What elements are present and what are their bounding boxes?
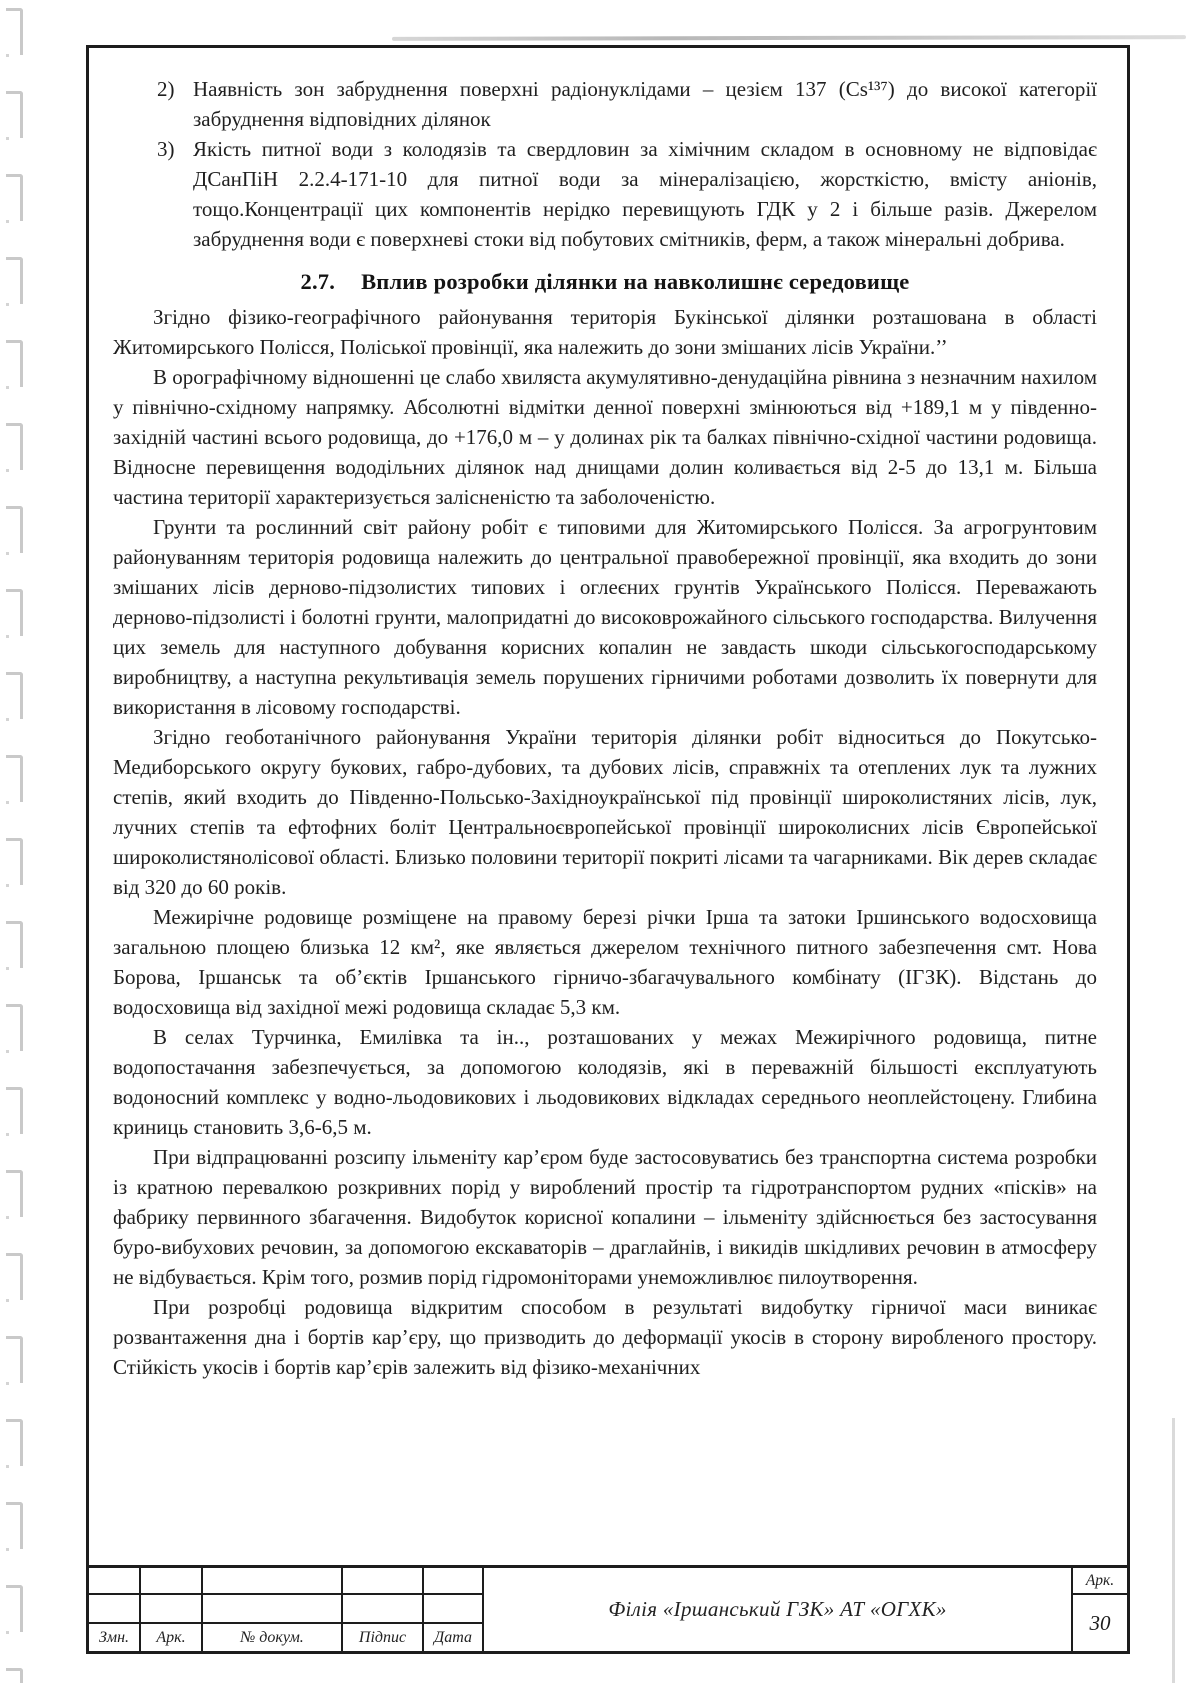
binder-mark [6,1170,23,1217]
scan-artifact-line [392,35,1186,41]
section-heading [113,267,1097,297]
empty-cell [424,1595,482,1622]
company-name: Філія «Іршанський ГЗК» АТ «ОГХК» [484,1568,1071,1651]
label-zmn: Змн. [89,1624,139,1651]
list-item [157,134,1097,254]
title-block [86,1565,1130,1654]
binder-mark [6,91,23,138]
sheet-number: 30 [1073,1595,1127,1651]
binder-mark [6,506,23,553]
binder-mark [6,589,23,636]
list-item [157,74,1097,134]
binder-mark [6,423,23,470]
binder-mark [6,340,23,387]
numbered-list [157,74,1097,254]
label-docnum: № докум. [203,1624,341,1651]
paragraph: Грунти та рослинний світ району робіт є типовими для Житомирського Полісся. За агрогрунтовим районуванням територія родовища належить до центральної правобережної провінції, яка входить до зони змішаних лісів дерново-підзолистих типових і оглеєних грунтів Українського Полісся. Переважають дерново-підзолисті і болотні грунти, малопридатні до високоврожайного сільського господарства. Вилучення цих земель для наступного добування корисних копалин не завдасть шкоди сільськогосподарському виробництву, а наступна рекультивація земель порушених гірничими роботами дозволить їх повернути для використання в лісовому господарстві. [113,515,1097,719]
empty-cell [141,1595,201,1622]
empty-cell [203,1595,341,1622]
binder-mark [6,1585,23,1632]
label-ark: Арк. [141,1624,201,1651]
binder-mark [6,257,23,304]
list-item-text: Якість питної води з колодязів та свердловин за хімічним складом в основному не відповідає ДСанПіН 2.2.4-171-10 для питної води за мінералізацією, жорсткістю, вмісту аніонів, тощо.Концентрації цих компонентів нерідко перевищують ГДК у 2 і більше разів. Джерелом забруднення води є поверхневі стоки від побутових смітників, ферм, а також мінеральні добрива. [193,137,1097,251]
list-item-number: 2) [157,77,175,101]
content-frame [86,45,1130,1565]
empty-cell [424,1568,482,1593]
sheet-label: Арк. [1073,1568,1127,1593]
paragraph: При розробці родовища відкритим способом в результаті видобутку гірничої маси виникає розвантаження дна і бортів кар’єру, що призводить до деформації укосів в сторону виробленого простору. Стійкість укосів і бортів кар’єрів залежить від фізико-механічних [113,1295,1097,1379]
empty-cell [89,1568,139,1593]
list-item-text: Наявність зон забруднення поверхні радіонуклідами – цезієм 137 (Cs¹³⁷) до високої категорії забруднення відповідних ділянок [193,77,1097,131]
empty-cell [141,1568,201,1593]
paragraph: В селах Турчинка, Емилівка та ін.., розташованих у межах Межирічного родовища, питне водопостачання забезпечується, за допомогою колодязів, які в переважній більшості експлуатують водоносний комплекс у водно-льодовикових і льодовикових відкладах середнього неоплейстоцену. Глибина криниць становить 3,6-6,5 м. [113,1025,1097,1139]
binder-mark [6,1087,23,1134]
binder-marks [6,8,36,1683]
binder-mark [6,1336,23,1383]
binder-mark [6,1668,23,1683]
label-signature: Підпис [343,1624,422,1651]
binder-mark [6,1502,23,1549]
binder-mark [6,1253,23,1300]
empty-cell [89,1595,139,1622]
paragraph: Згідно геоботанічного районування України територія ділянки робіт відноситься до Покутсько-Медиборського округу букових, габро-дубових, та дубових лісів, справжніх та отеплених лук та лужних степів, який входить до Південно-Польсько-Західноукраїнської під провінції широколистяних лісів, лук, лучних степів та ефтофних боліт Центральноєвропейської провінції широколисних лісів Європейської широколистянолісової області. Близько половини території покриті лісами та чагарниками. Вік дерев складає від 320 до 60 років. [113,725,1097,899]
paragraph: При відпрацюванні розсипу ільменіту кар’єром буде застосовуватись без транспортна система розробки із кратною перевалкою розкривних порід у вироблений простір та гідротранспортом рудних «пісків» на фабрику первинного збагачення. Видобуток корисної копалини – ільменіту здійснюється без застосування буро-вибухових речовин, за допомогою екскаваторів – драглайнів, і викидів шкідливих речовин в атмосферу не відбувається. Крім того, розмив порід гідромоніторами унеможливлює пилоутворення. [113,1145,1097,1289]
binder-mark [6,1419,23,1466]
empty-cell [343,1568,422,1593]
paragraph: Згідно фізико-географічного районування територія Букінської ділянки розташована в області Житомирського Полісся, Поліської провінції, яка належить до зони змішаних лісів України.’’ [113,305,1097,359]
scan-edge-shadow [1172,1418,1175,1683]
binder-mark [6,838,23,885]
paragraph: В орографічному відношенні це слабо хвиляста акумулятивно-денудаційна рівнина з незначним нахилом у північно-східному напрямку. Абсолютні відмітки денної поверхні змінюються від +189,1 м у південно-західній частині всього родовища, до +176,0 м – у долинах рік та балках північно-східної частини родовища. Відносне перевищення вододільних ділянок над днищами долин коливається від 2-5 до 13,1 м. Більша частина території характеризується залісненістю та заболоченістю. [113,365,1097,509]
binder-mark [6,921,23,968]
label-date: Дата [424,1624,482,1651]
binder-mark [6,8,23,55]
binder-mark [6,755,23,802]
paragraph: Межирічне родовище розміщене на правому березі річки Ірша та затоки Іршинського водосховища загальною площею близька 12 км², яке являється джерелом технічного питного забезпечення смт. Нова Борова, Іршанськ та об’єктів Іршанського гірничо-збагачувального комбінату (ІГЗК). Відстань до водосховища від західної межі родовища складає 5,3 км. [113,905,1097,1019]
binder-mark [6,174,23,221]
binder-mark [6,1004,23,1051]
section-title: Вплив розробки ділянки на навколишнє середовище [361,269,910,294]
empty-cell [343,1595,422,1622]
list-item-number: 3) [157,137,175,161]
empty-cell [203,1568,341,1593]
binder-mark [6,672,23,719]
section-number: 2.7. [300,269,336,294]
